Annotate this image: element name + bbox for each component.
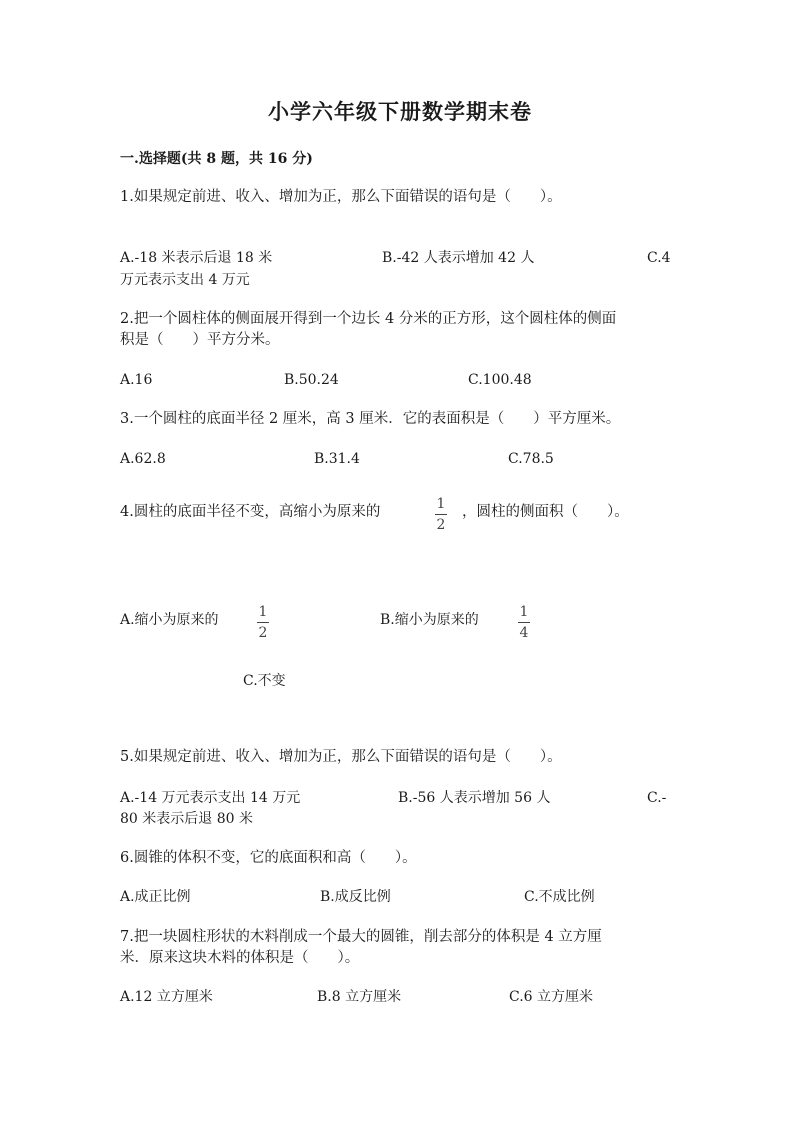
question-7-stem-line2: 米．原来这块木料的体积是（ ）。 [120,950,360,966]
fraction-denominator: 2 [258,625,268,641]
question-5-option-c-continued: 80 米表示后退 80 米 [120,811,253,827]
fraction-bar [257,622,269,623]
question-4-option-a-fraction [257,604,269,641]
question-2-stem-line1: 2.把一个圆柱体的侧面展开得到一个边长 4 分米的正方形，这个圆柱体的侧面 [120,311,617,327]
question-7-option-b: B.8 立方厘米 [317,989,402,1005]
question-7-option-a: A.12 立方厘米 [120,989,213,1005]
section-heading: 一.选择题(共 8 题，共 16 分) [120,151,313,167]
question-4-option-b: B.缩小为原来的 [380,612,479,628]
question-6-option-c: C.不成比例 [524,889,595,905]
question-5-option-a: A.-14 万元表示支出 14 万元 [120,790,301,806]
question-1-option-b: B.-42 人表示增加 42 人 [382,250,535,266]
question-3-stem: 3.一个圆柱的底面半径 2 厘米，高 3 厘米．它的表面积是（ ）平方厘米。 [120,411,621,427]
question-7-option-c: C.6 立方厘米 [509,989,594,1005]
question-4-option-a: A.缩小为原来的 [120,612,219,628]
question-5-stem: 5.如果规定前进、收入、增加为正，那么下面错误的语句是（ ）。 [120,749,562,765]
question-5-option-c: C.- [647,790,667,806]
question-3-option-c: C.78.5 [508,451,554,467]
fraction-bar [435,514,447,515]
question-3-option-a: A.62.8 [120,451,166,467]
question-7-stem-line1: 7.把一块圆柱形状的木料削成一个最大的圆锥，削去部分的体积是 4 立方厘 [120,929,602,945]
question-2-stem-line2: 积是（ ）平方分米。 [120,332,280,348]
question-4-stem-fraction [435,496,447,533]
question-1-stem: 1.如果规定前进、收入、增加为正，那么下面错误的语句是（ ）。 [120,189,562,205]
question-4-stem-end: ，圆柱的侧面积（ ）。 [462,504,629,520]
question-2-option-a: A.16 [120,372,153,388]
question-2-option-b: B.50.24 [284,372,339,388]
fraction-denominator: 2 [436,517,446,533]
question-1-option-a: A.-18 米表示后退 18 米 [120,250,273,266]
question-4-stem-start: 4.圆柱的底面半径不变，高缩小为原来的 [120,504,381,520]
question-4-option-c: C.不变 [243,673,286,689]
question-6-option-a: A.成正比例 [120,889,191,905]
question-6-option-b: B.成反比例 [320,889,391,905]
fraction-numerator: 1 [258,604,268,620]
page-title: 小学六年级下册数学期末卷 [268,99,532,124]
question-3-option-b: B.31.4 [314,451,360,467]
question-6-stem: 6.圆锥的体积不变，它的底面积和高（ ）。 [120,850,417,866]
fraction-numerator: 1 [519,604,529,620]
question-2-option-c: C.100.48 [468,372,532,388]
question-1-option-c: C.4 [647,250,671,266]
fraction-bar [518,622,530,623]
question-4-option-b-fraction [518,604,530,641]
question-5-option-b: B.-56 人表示增加 56 人 [398,790,551,806]
fraction-numerator: 1 [436,496,446,512]
fraction-denominator: 4 [519,625,529,641]
question-1-option-c-continued: 万元表示支出 4 万元 [120,272,250,288]
